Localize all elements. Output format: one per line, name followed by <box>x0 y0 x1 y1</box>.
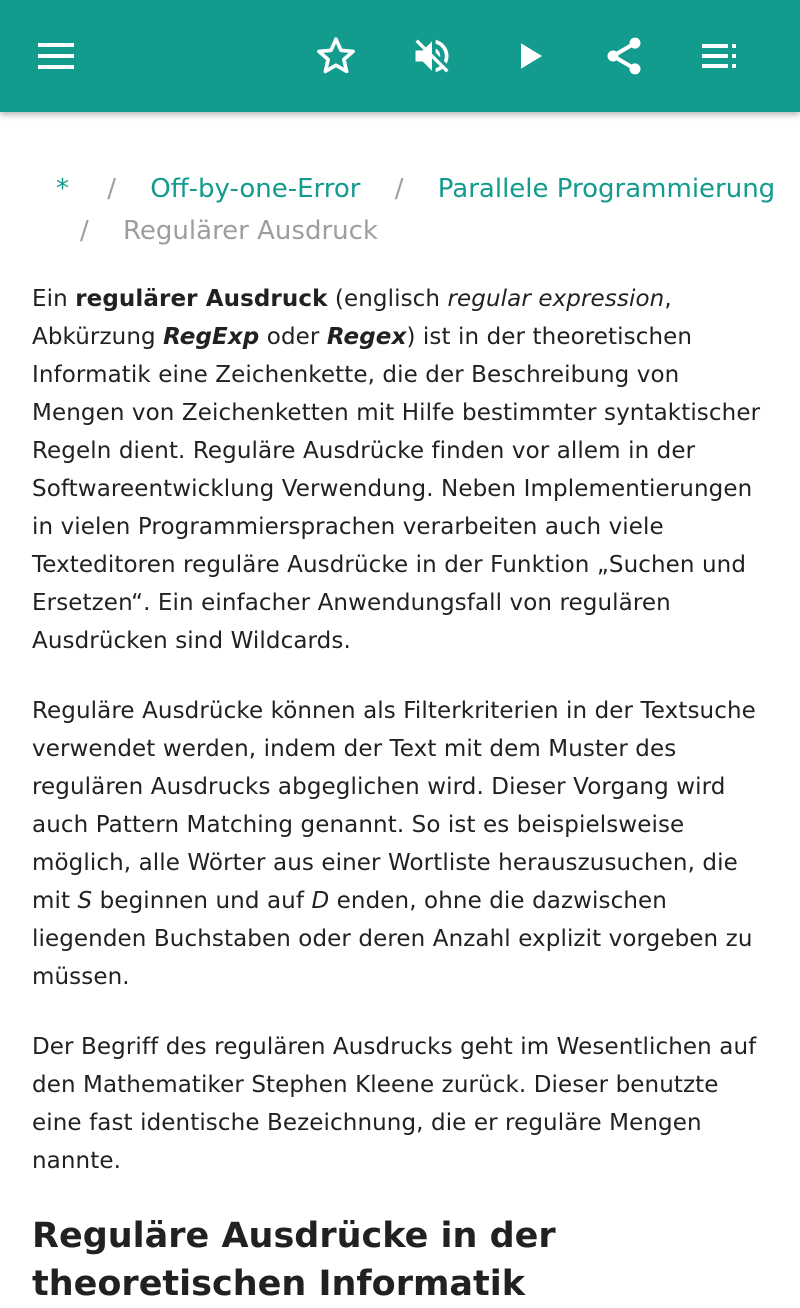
article-content <box>32 168 776 1308</box>
breadcrumb-root[interactable]: * <box>56 174 69 204</box>
term-regex: Regex <box>326 324 407 350</box>
breadcrumb-item-off-by-one[interactable]: Off-by-one-Error <box>150 174 361 204</box>
paragraph-intro: Ein regulärer Ausdruck (englisch regular expression, Abkürzung RegExp oder Regex) ist in der theoretischen Informatik eine Zeichenkette, die der Beschreibung von Mengen von Zeichenketten mit Hilfe bestimmter syntaktischer Regeln dient. Reguläre Ausdrücke finden vor allem in der Softwareentwicklung Verwendung. Neben Implementierungen in vielen Programmiersprachen verarbeiten auch viele Texteditoren reguläre Ausdrücke in der Funktion „Suchen und Ersetzen“. Ein einfacher Anwendungsfall von regulären Ausdrücken sind Wildcards. <box>32 286 761 654</box>
breadcrumb-separator: / <box>107 174 117 204</box>
star-outline-icon <box>314 34 358 78</box>
term-regulaerer-ausdruck: regulärer Ausdruck <box>75 286 328 312</box>
playlist-icon <box>700 36 740 76</box>
bookmark-button[interactable] <box>304 24 368 88</box>
share-button[interactable] <box>592 24 656 88</box>
breadcrumb-item-parallele[interactable]: Parallele Programmierung <box>437 174 776 204</box>
breadcrumb <box>56 168 776 252</box>
breadcrumb-separator: / <box>80 216 89 246</box>
contents-button[interactable] <box>688 24 752 88</box>
menu-button[interactable] <box>24 24 88 88</box>
mute-button[interactable] <box>400 24 464 88</box>
app-bar <box>0 0 800 112</box>
term-regexp: RegExp <box>163 324 260 350</box>
play-button[interactable] <box>498 24 562 88</box>
term-regular-expression: regular expression <box>447 286 665 312</box>
menu-icon <box>36 36 76 76</box>
letter-d: D <box>311 888 330 914</box>
play-icon <box>512 38 548 74</box>
volume-off-icon <box>410 34 454 78</box>
section-heading: Reguläre Ausdrücke in der theoretischen Informatik <box>32 1216 556 1304</box>
share-icon <box>602 34 646 78</box>
breadcrumb-separator: / <box>394 174 404 204</box>
breadcrumb-current: Regulärer Ausdruck <box>123 216 378 246</box>
letter-s: S <box>77 888 93 914</box>
paragraph-filter: Reguläre Ausdrücke können als Filterkriterien in der Textsuche verwendet werden, indem der Text mit dem Muster des regulären Ausdrucks abgeglichen wird. Dieser Vorgang wird auch Pattern Matching genannt. So ist es beispielsweise möglich, alle Wörter aus einer Wortliste herauszusuchen, die mit S beginnen und auf D enden, ohne die dazwischen liegenden Buchstaben oder deren Anzahl explizit vorgeben zu müssen. <box>32 698 756 990</box>
paragraph-kleene: Der Begriff des regulären Ausdrucks geht im Wesentlichen auf den Mathematiker Stephen Kleene zurück. Dieser benutzte eine fast identische Bezeichnung, die er reguläre Mengen nannte. <box>32 1034 757 1174</box>
